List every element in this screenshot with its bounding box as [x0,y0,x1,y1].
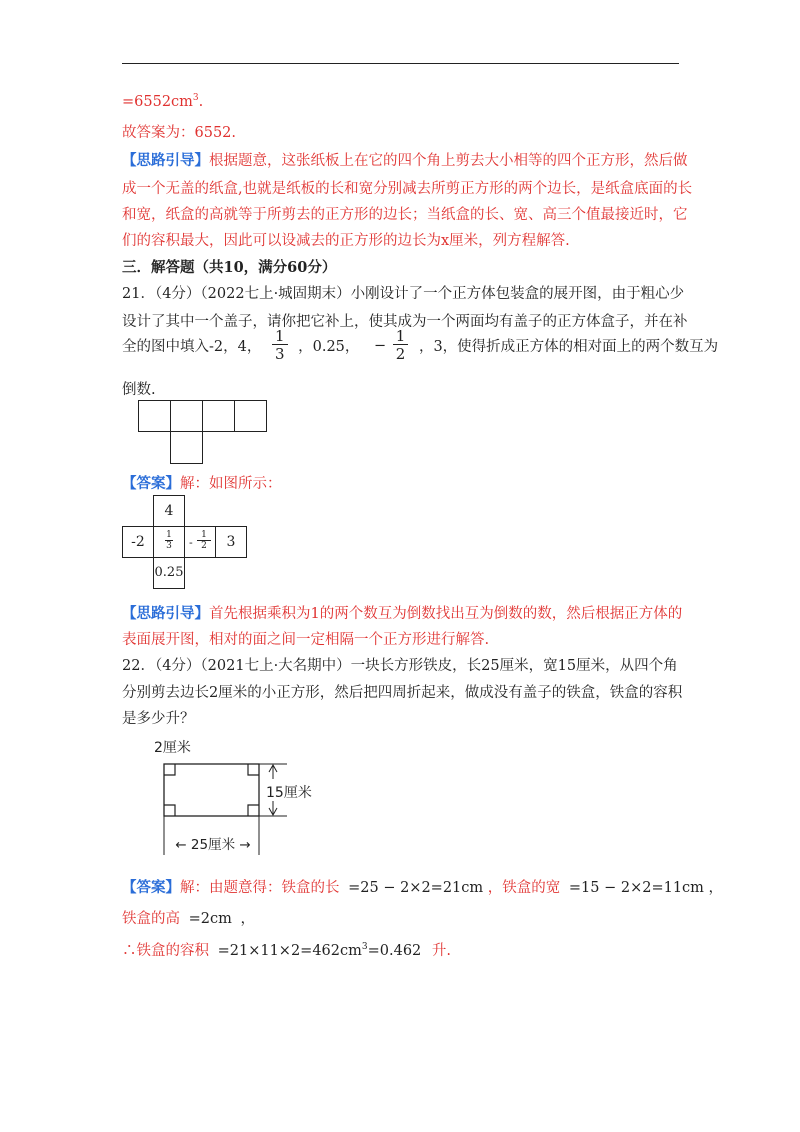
result-expr: =6552cm [122,93,193,110]
q22-line3: 是多少升？ [122,711,195,727]
result-line [122,93,682,110]
net-cell-one-third [153,526,185,558]
frac2-num: 1 [393,328,409,345]
fig-height-label: 15厘米 [266,785,312,801]
net-cell [170,431,203,464]
q22-answer-b: =25 − 2×2=21cm [348,880,484,896]
corner-square [164,805,175,816]
q22-line1: 22．（4分）（2021七上·大名期中）一块长方形铁皮，长25厘米，宽15厘米，从四个角 [122,658,678,674]
hint1-line2: 成一个无盖的纸盒,也就是纸板的长和宽分别减去所剪正方形的两个边长，是纸盒底面的长 [122,181,693,197]
q21-line4: 倒数. [122,382,156,398]
net-frac-one-half [197,530,211,551]
q22-answer-tag: 【答案】 [122,879,180,896]
q21-answer-tag: 【答案】 [122,475,180,492]
q22-answer-line1 [122,876,724,897]
q22-answer-line3-a: ∴铁盒的容积 [122,943,209,959]
neg-sign: − [374,337,387,354]
q22-answer-c: ，铁盒的宽 [487,880,561,896]
net-frac2-den: 2 [201,541,207,551]
net-cell-top [153,495,185,527]
net-neg-sign: - [189,536,193,549]
q21-hint-text1: 首先根据乘积为1的两个数互为倒数找出互为倒数的数，然后根据正方体的 [209,606,683,622]
frac2-den: 2 [395,345,406,363]
q21-completed-net [122,495,248,593]
q21-line2: 设计了其中一个盖子，请你把它补上，使其成为一个两面均有盖子的正方体盒子，并在补 [122,314,688,330]
q21-line3-a: 全的图中填入-2，4， [122,339,262,355]
answer-statement: 故答案为：6552. [122,125,237,141]
net-value-left: -2 [131,534,145,550]
net-cell [202,400,235,432]
net-frac1-den: 3 [166,541,172,551]
q22-answer-line3-b: =21×11×2=462cm [217,943,362,959]
q21-line1: 21．（4分）（2022七上·城固期末）小刚设计了一个正方体包装盒的展开图，由于粗心少 [122,286,685,302]
frac1-den: 3 [274,345,285,363]
net-frac-one-third [154,530,184,551]
net-cell-left [122,526,154,558]
sheet-outline [164,764,259,816]
q22-answer-line2 [122,907,682,928]
net-cell-right [215,526,247,558]
q21-line3 [122,327,719,378]
q22-answer-a: 解：由题意得：铁盒的长 [180,880,340,896]
q21-answer-text: 解：如图所示： [180,476,282,492]
net-value-right: 3 [226,534,236,550]
q22-sheet-diagram [152,737,352,857]
q21-hint-tag: 【思路引导】 [122,605,209,622]
result-sup: 3 [192,93,199,103]
q21-incomplete-net [138,400,268,466]
q22-answer-line3-d: 升. [431,943,452,959]
hint1-line4: 们的容积最大，因此可以设减去的正方形的边长为x厘米，列方程解答. [122,233,570,249]
q21-line3-c: ，3，使得折成正方体的相对面上的两个数互为 [418,339,719,355]
net-cell-bottom [153,557,185,589]
hint1-line3: 和宽，纸盒的高就等于所剪去的正方形的边长；当纸盒的长、宽、高三个值最接近时，它 [122,207,688,223]
q21-hint-line2: 表面展开图，相对的面之间一定相隔一个正方形进行解答. [122,632,490,648]
hint1-text1: 根据题意，这张纸板上在它的四个角上剪去大小相等的四个正方形，然后做 [209,153,688,169]
q22-answer-line2-c: ， [240,911,255,927]
net-cell [170,400,203,432]
net-cell-neg-half [184,526,216,558]
q22-answer-line2-b: =2cm [188,911,232,927]
result-end: . [198,93,204,110]
net-cell [234,400,267,432]
q22-answer-d: =15 − 2×2=11cm [568,880,704,896]
section-title: 三．解答题（共10，满分60分） [122,259,337,276]
q22-answer-line2-a: 铁盒的高 [122,911,180,927]
net-frac1-num: 1 [166,530,172,540]
q21-hint-line1 [122,602,682,623]
q22-answer-line3 [122,939,682,960]
net-value-bottom: 0.25 [154,565,184,580]
fraction-one-third [272,328,288,363]
corner-square [164,764,175,775]
frac1-num: 1 [272,328,288,345]
q22-answer-line3-sup: 3 [361,942,368,953]
net-frac2-num: 1 [197,530,211,541]
net-value-top: 4 [164,503,174,519]
q22-line2: 分别剪去边长2厘米的小正方形，然后把四周折起来，做成没有盖子的铁盒，铁盒的容积 [122,685,683,701]
net-cell [138,400,171,432]
hint1-line1 [122,149,688,170]
q21-answer-line [122,472,682,493]
fraction-one-half [393,328,409,363]
q22-answer-e: ， [708,880,724,896]
corner-square [248,805,259,816]
q22-answer-line3-c: =0.462 [367,943,422,959]
q21-line3-b: ，0.25， [298,339,360,355]
hint1-tag: 【思路引导】 [122,152,209,169]
corner-square [248,764,259,775]
header-rule [122,63,679,64]
fig-width-label: ← 25厘米 → [175,837,251,853]
fig-corner-label: 2厘米 [154,740,191,756]
